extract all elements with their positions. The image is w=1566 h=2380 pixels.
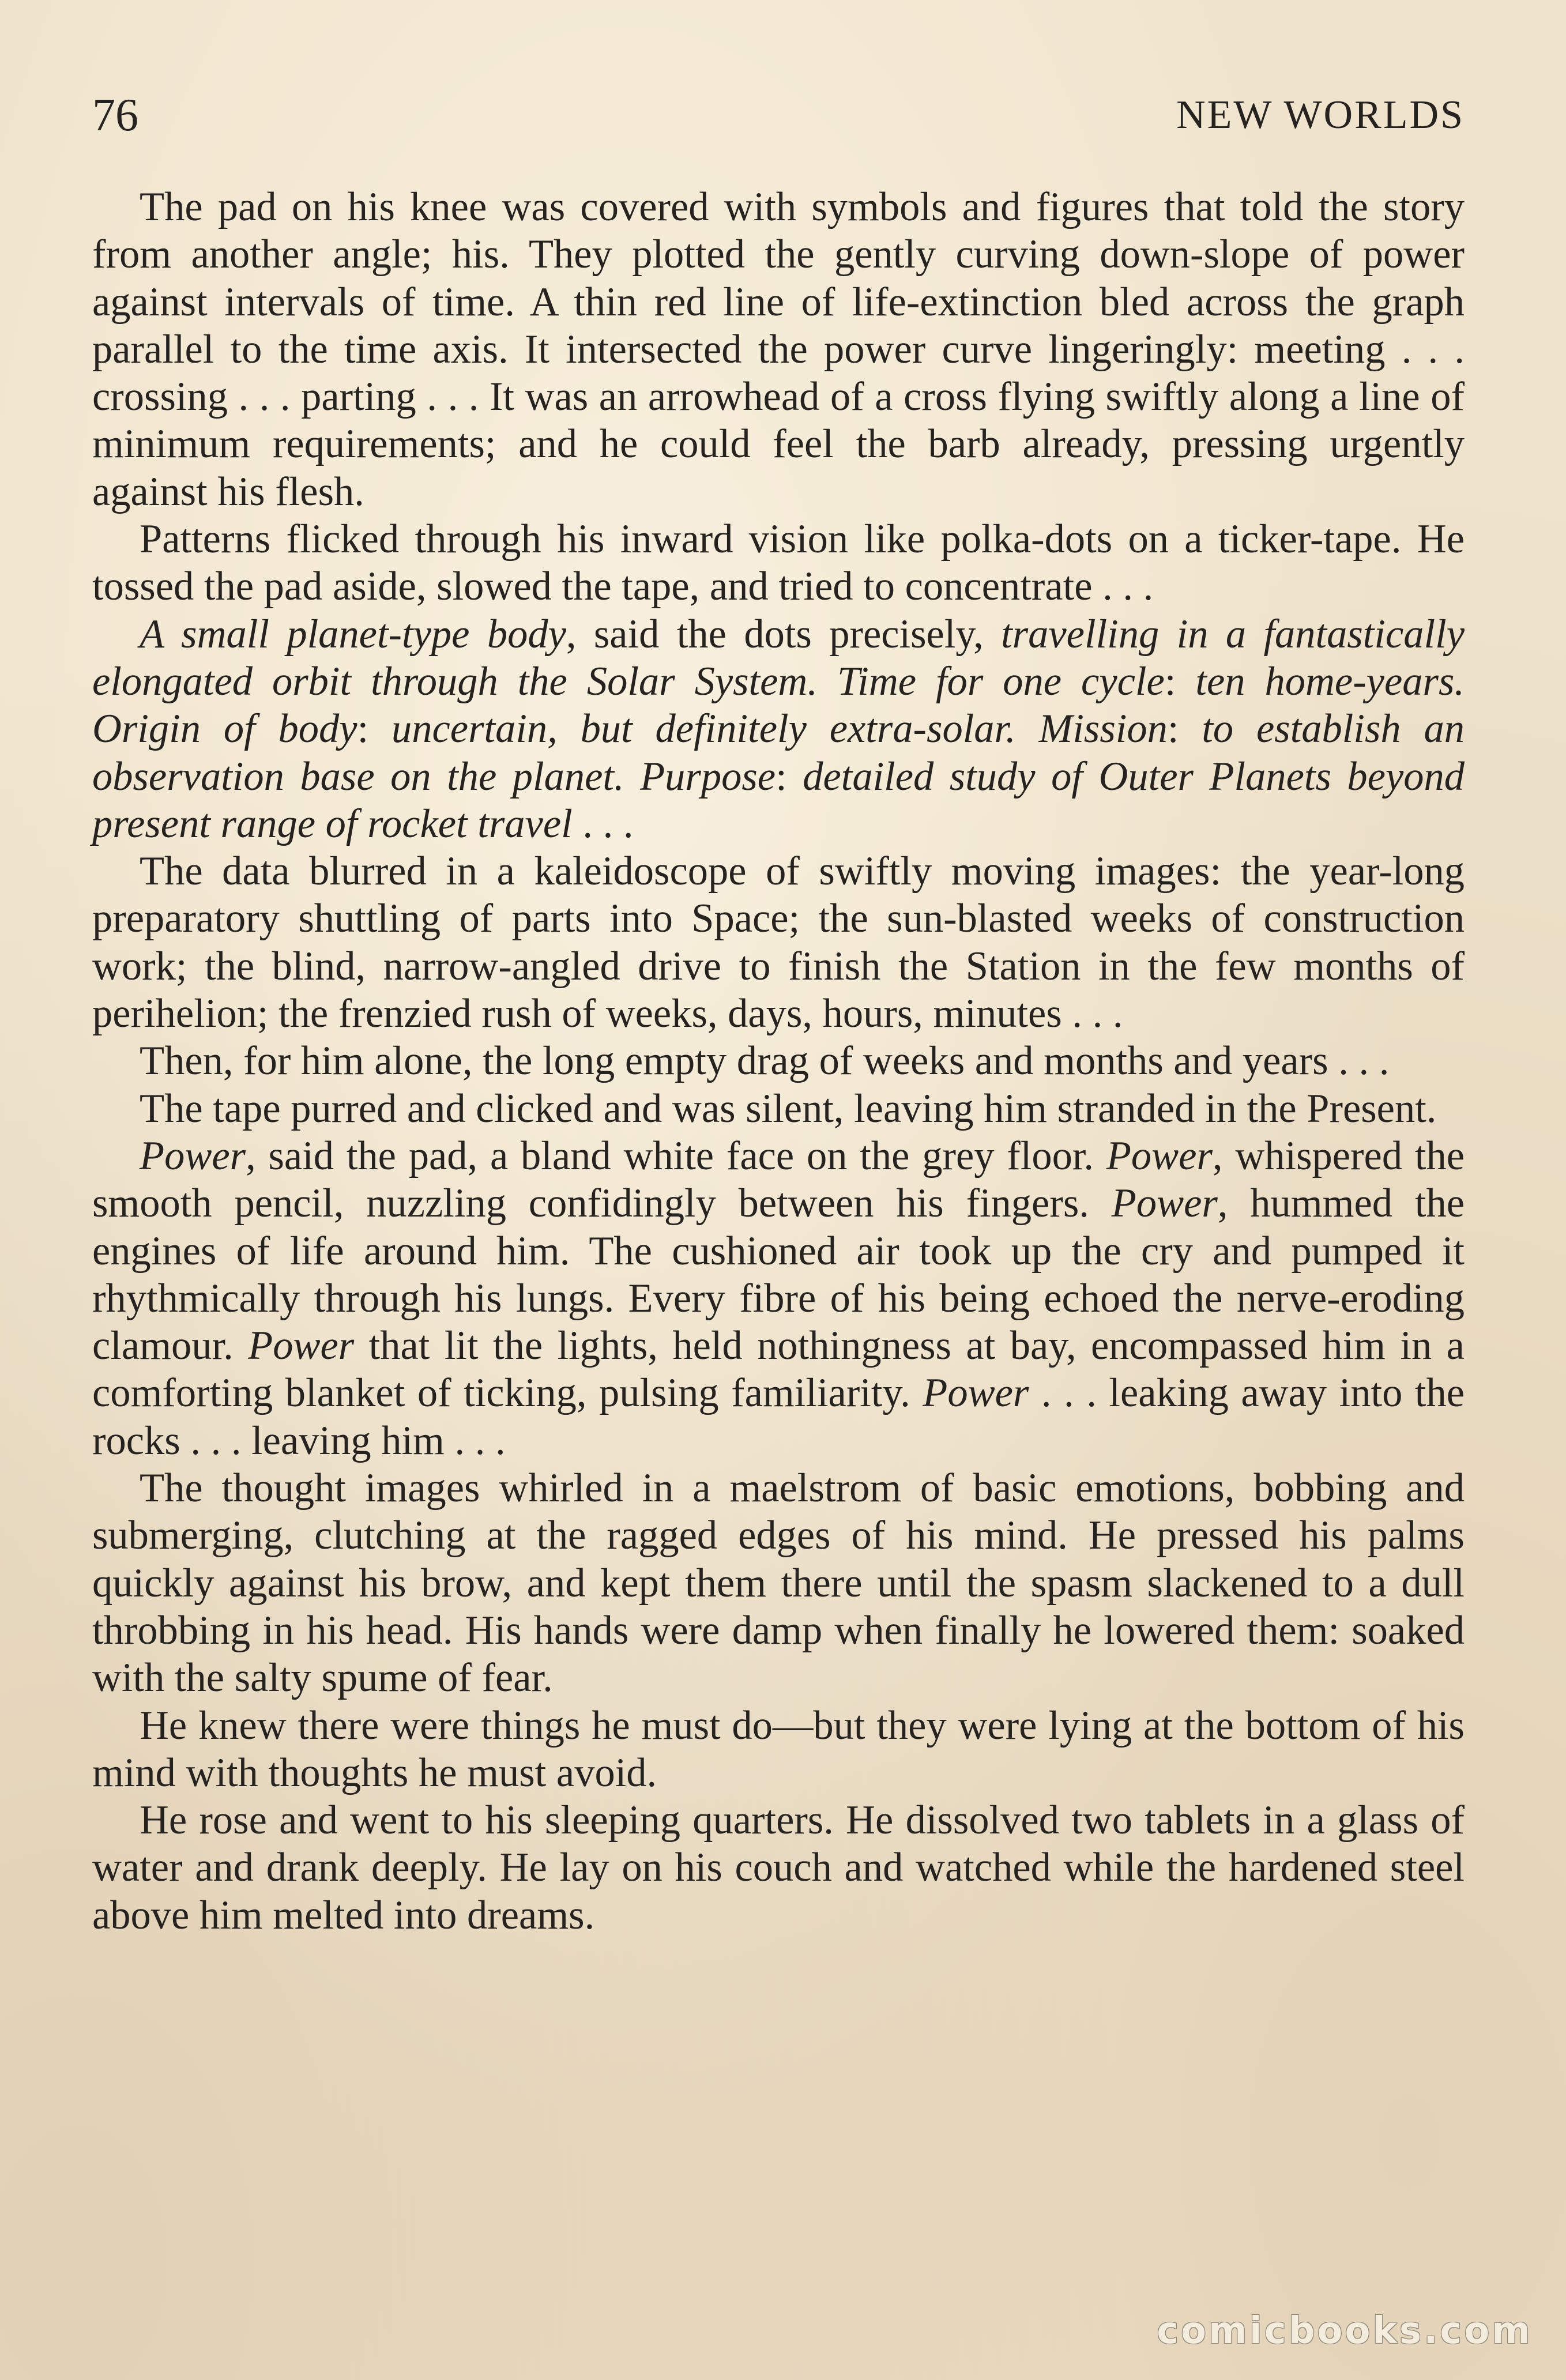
paragraph [92,183,1465,515]
text-run: The pad on his knee was covered with symbols and figures that told the story from another angle; his. They plotted the gently curving down-slope of power against intervals of time. A thin red line of life-extinction bled across the graph parallel to the time axis. It intersected the power curve lingeringly: meeting . . . crossing . . . parting . . . It was an arrowhead of a cross flying swiftly along a line of minimum requirements; and he could feel the barb already, pressing urgently against his flesh. [92,184,1465,514]
text-run: : [357,706,391,752]
body-text [92,183,1465,1939]
paragraph [92,1797,1465,1939]
italic-text: Power [1111,1181,1218,1226]
text-run: : [776,754,803,799]
page-number: 76 [92,90,138,141]
paragraph [92,611,1465,848]
text-run: He rose and went to his sleeping quarters. He dissolved two tablets in a glass of water and drank deeply. He lay on his couch and watched while the hardened steel above him melted into dreams. [92,1798,1465,1938]
italic-text: detailed study of Outer Planets beyond present range of rocket travel [92,754,1465,846]
italic-text: Power [248,1323,355,1369]
italic-text: travelling in a fantastically elongated orbit through the Solar System. Time for one cycle [92,611,1465,704]
paragraph [92,1085,1465,1132]
text-run: , said the dots precisely, [566,611,1002,657]
italic-text: ten home-years. Origin of body [92,658,1465,752]
paragraph [92,1702,1465,1797]
paragraph [92,1037,1465,1084]
text-run: : [1167,706,1202,752]
running-head [92,86,1465,144]
text-run: Patterns flicked through his inward vision like polka-dots on a ticker-tape. He tossed the pad aside, slowed the tape, and tried to concentrate . . . [92,517,1465,609]
paragraph [92,1132,1465,1464]
text-run: The tape purred and clicked and was silent, leaving him stranded in the Present. [140,1086,1437,1131]
italic-text: A small planet-type body [140,611,566,657]
text-run: . . . [572,801,634,846]
running-title: NEW WORLDS [1176,93,1465,137]
italic-text: uncertain, but definitely extra-solar. Mission [391,706,1168,752]
text-run: The data blurred in a kaleidoscope of swiftly moving images: the year-long preparatory shuttling of parts into Space; the sun-blasted weeks of construction work; the blind, narrow-angled drive to finish the Station in the few months of perihelion; the frenzied rush of weeks, days, hours, minutes . . . [92,849,1465,1037]
text-run: He knew there were things he must do—but they were lying at the bottom of his mind with thoughts he must avoid. [92,1703,1465,1795]
italic-text: Power [140,1133,246,1178]
text-run: , hummed the engines of life around him. The cushioned air took up the cry and pumped it rhythmically through his lungs. Every fibre of his being echoed the nerve-eroding clamour. [92,1181,1465,1369]
text-run: . . . leaking away into the rocks . . . leaving him . . . [92,1370,1465,1463]
text-run: The thought images whirled in a maelstrom of basic emotions, bobbing and submerging, clutching at the ragged edges of his mind. He pressed his palms quickly against his brow, and kept them there until the spasm slackened to a dull throbbing in his head. His hands were damp when finally he lowered them: soaked with the salty spume of fear. [92,1466,1465,1701]
text-run: , whispered the smooth pencil, nuzzling confidingly between his fingers. [92,1133,1465,1226]
text-run: , said the pad, a bland white face on the grey floor. [246,1133,1106,1178]
text-run: : [1164,658,1196,704]
paragraph [92,848,1465,1037]
text-run: Then, for him alone, the long empty drag of weeks and months and years . . . [140,1038,1390,1084]
italic-text: Power [1106,1133,1213,1178]
italic-text: Power [923,1370,1029,1416]
text-run: that lit the lights, held nothingness at bay, encompassed him in a comforting blanket of ticking, pulsing familiarity. [92,1323,1465,1416]
watermark-logo: comicbooks.com [1157,2310,1533,2352]
paragraph [92,515,1465,611]
paragraph [92,1464,1465,1701]
italic-text: to establish an observation base on the planet. Purpose [92,706,1465,799]
